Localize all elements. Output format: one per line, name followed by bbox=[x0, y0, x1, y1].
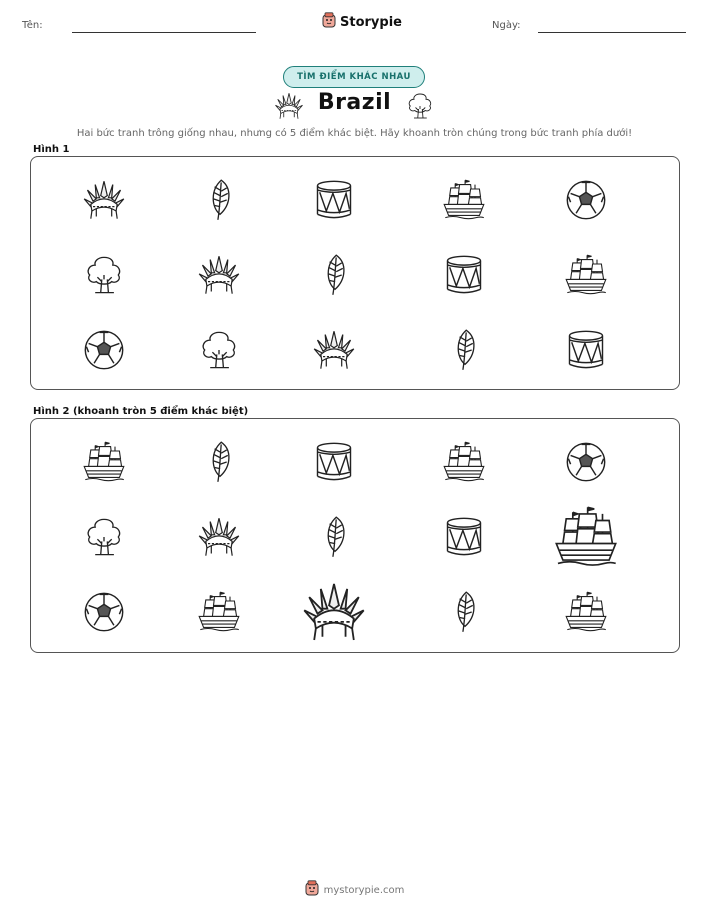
drum-icon bbox=[442, 253, 486, 297]
picture-1-panel bbox=[30, 156, 680, 390]
ball-icon bbox=[564, 178, 608, 222]
date-label: Ngày: bbox=[492, 20, 521, 31]
headdress-icon[interactable] bbox=[301, 579, 367, 645]
ship-icon bbox=[564, 253, 608, 297]
footer-mascot-icon bbox=[305, 880, 319, 900]
date-line[interactable] bbox=[538, 32, 686, 33]
name-line[interactable] bbox=[72, 32, 256, 33]
drum-icon[interactable] bbox=[442, 515, 486, 559]
drum-icon bbox=[312, 178, 356, 222]
storypie-mascot-icon bbox=[322, 12, 336, 32]
tree-icon bbox=[82, 253, 126, 297]
feather-icon[interactable] bbox=[442, 590, 486, 634]
ball-icon[interactable] bbox=[82, 590, 126, 634]
instructions: Hai bức tranh trông giống nhau, nhưng có 5 điểm khác biệt. Hãy khoanh tròn chúng trong bức tranh phía dưới! bbox=[76, 128, 633, 139]
page-title: Brazil bbox=[317, 90, 392, 115]
headdress-icon bbox=[312, 328, 356, 372]
panel2-label: Hình 2 (khoanh tròn 5 điểm khác biệt) bbox=[33, 406, 249, 417]
panel1-label: Hình 1 bbox=[33, 144, 70, 155]
feather-icon bbox=[312, 253, 356, 297]
tree-icon bbox=[197, 328, 241, 372]
feather-icon bbox=[442, 328, 486, 372]
footer-site[interactable]: mystorypie.com bbox=[323, 884, 405, 896]
feather-icon[interactable] bbox=[312, 515, 356, 559]
footer bbox=[0, 880, 709, 900]
ball-icon bbox=[82, 328, 126, 372]
logo-text: Storypie bbox=[340, 14, 402, 30]
ship-icon[interactable] bbox=[197, 590, 241, 634]
storypie-logo bbox=[322, 12, 402, 32]
ship-icon bbox=[442, 178, 486, 222]
ship-icon[interactable] bbox=[442, 440, 486, 484]
ball-icon[interactable] bbox=[564, 440, 608, 484]
name-label: Tên: bbox=[22, 20, 43, 31]
title-tree-icon bbox=[405, 91, 435, 125]
headdress-icon bbox=[82, 178, 126, 222]
drum-icon[interactable] bbox=[312, 440, 356, 484]
headdress-icon bbox=[197, 253, 241, 297]
feather-icon[interactable] bbox=[197, 440, 241, 484]
picture-2-panel[interactable] bbox=[30, 418, 680, 653]
tree-icon[interactable] bbox=[82, 515, 126, 559]
ship-icon[interactable] bbox=[82, 440, 126, 484]
drum-icon bbox=[564, 328, 608, 372]
ship-icon[interactable] bbox=[553, 504, 619, 570]
spot-difference-badge: TÌM ĐIỂM KHÁC NHAU bbox=[283, 66, 425, 88]
feather-icon bbox=[197, 178, 241, 222]
ship-icon[interactable] bbox=[564, 590, 608, 634]
headdress-icon[interactable] bbox=[197, 515, 241, 559]
